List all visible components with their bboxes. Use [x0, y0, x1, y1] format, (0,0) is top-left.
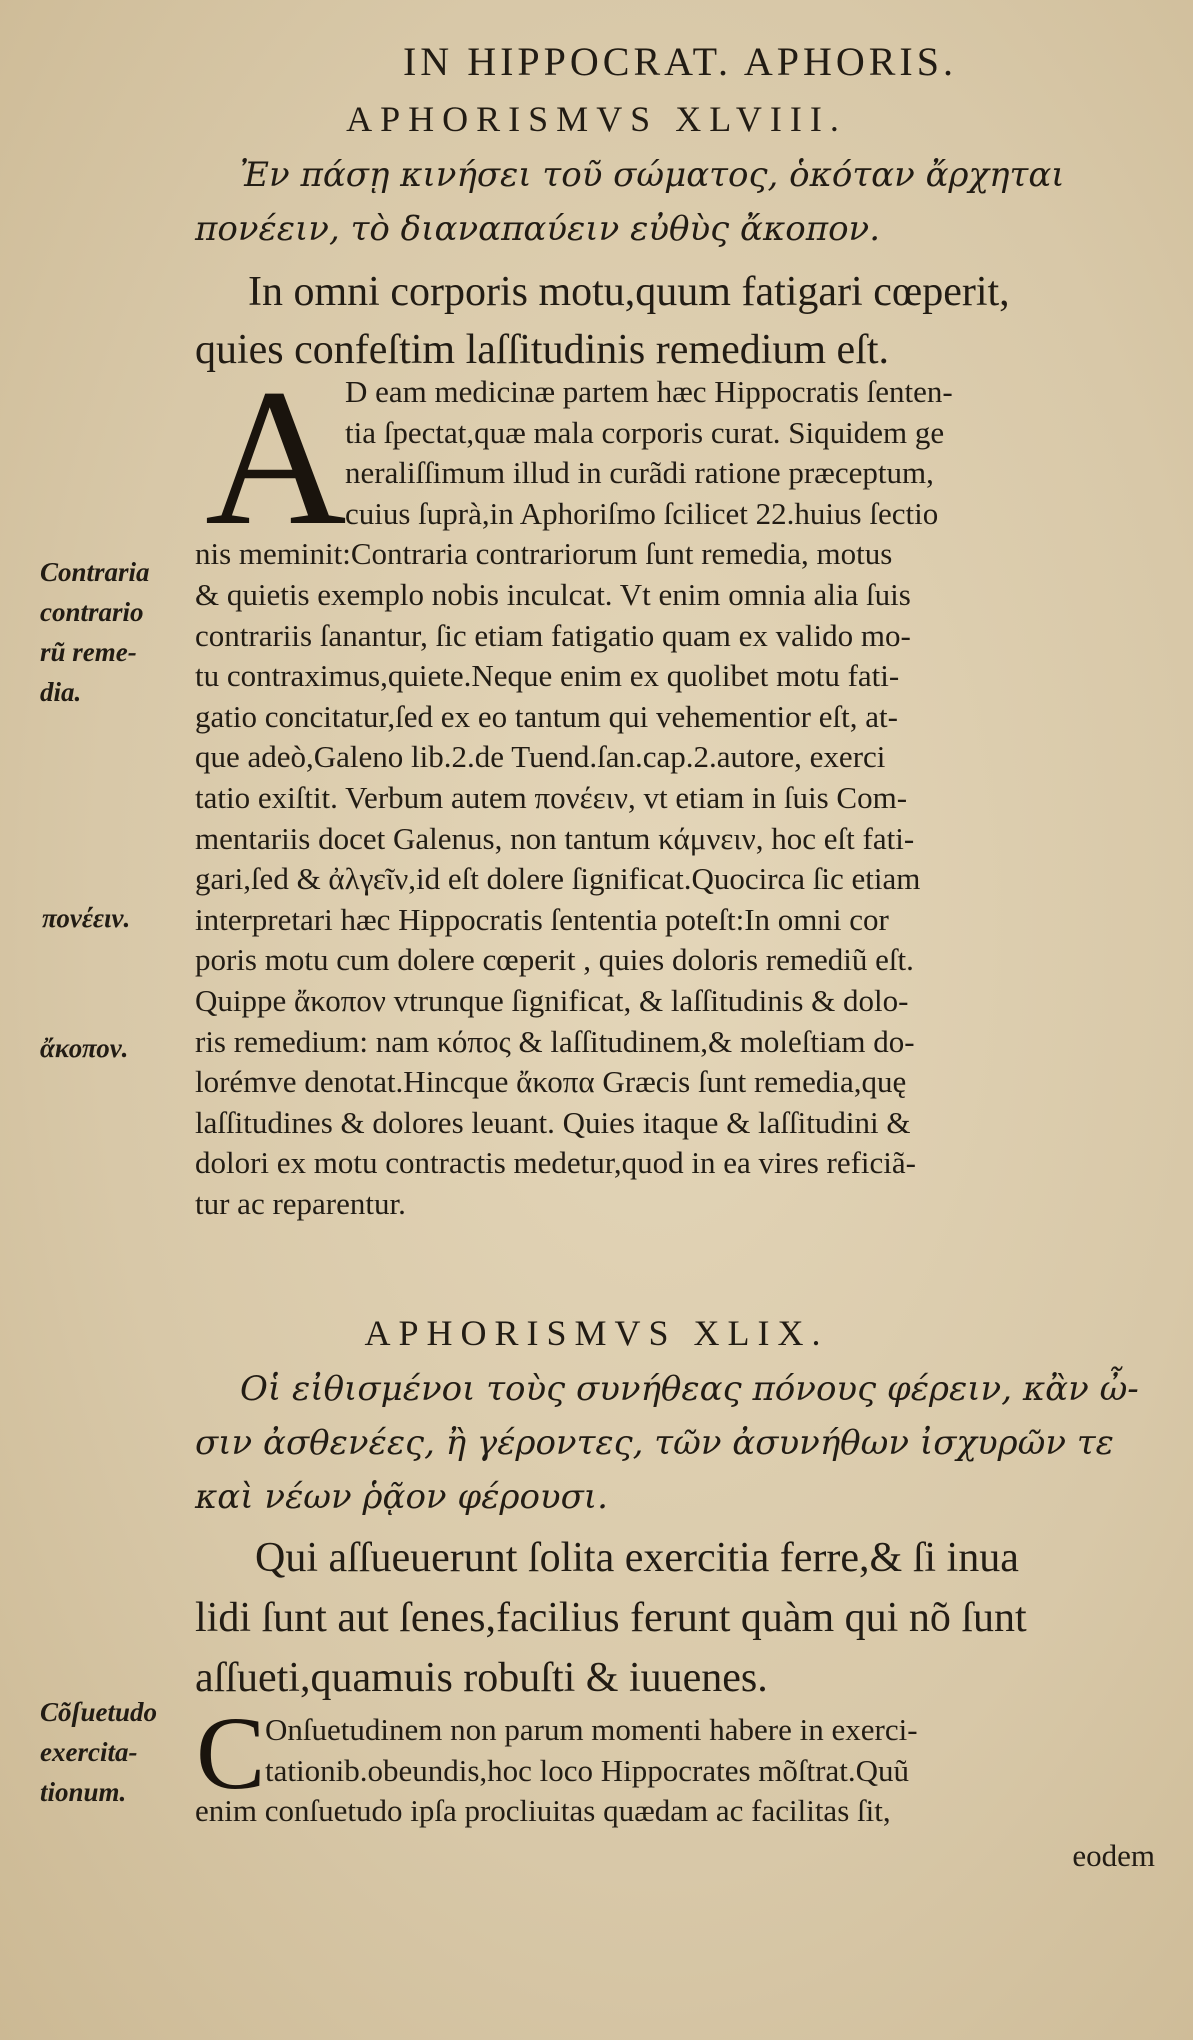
commentary-line: tia ſpectat,quæ mala corporis curat. Siquidem ge: [345, 414, 945, 450]
aphorism-49-commentary: [195, 1710, 918, 1832]
commentary-line: cuius ſuprà,in Aphoriſmo ſcilicet 22.huius ſectio: [345, 495, 939, 531]
commentary-line: tatio exiſtit. Verbum autem πονέειν, vt etiam in ſuis Com-: [195, 779, 908, 815]
margin-note-consuetudo: [40, 1692, 157, 1812]
commentary-line: mentariis docet Galenus, non tantum κάμνειν, hoc eſt fati-: [195, 820, 915, 856]
commentary-line: D eam medicinæ partem hæc Hippocratis ſenten-: [345, 374, 953, 409]
commentary-line: enim conſuetudo ipſa procliuitas quædam ac facilitas ſit,: [195, 1793, 891, 1829]
commentary-line: tationib.obeundis,hoc loco Hippocrates mõſtrat.Quũ: [265, 1752, 909, 1788]
aphorism-48-latin-line-1: In omni corporis motu,quum fatigari cœperit,: [248, 269, 1010, 315]
aphorism-48-greek-line-2: πονέειν, τὸ διαναπαύειν εὐθὺς ἄκοπον.: [195, 209, 881, 249]
aphorism-48-latin-line-2: quies confeſtim laſſitudinis remedium eſt.: [195, 327, 890, 373]
commentary-line: ris remedium: nam κόπος & laſſitudinem,& moleſtiam do-: [195, 1023, 915, 1059]
margin-note-line: tionum.: [40, 1777, 127, 1807]
commentary-line: nis meminit:Contraria contrariorum ſunt remedia, motus: [195, 536, 893, 572]
margin-note-line: Contraria: [40, 557, 150, 587]
margin-note-line: ἄκοπον.: [40, 1033, 129, 1063]
margin-note-akopon: [40, 1028, 128, 1068]
aphorism-48-title: APHORISMVS XLVIII.: [346, 99, 847, 139]
margin-note-line: contrario: [40, 597, 144, 627]
running-head: IN HIPPOCRAT. APHORIS.: [402, 39, 957, 84]
commentary-line: tu contraximus,quiete.Neque enim ex quolibet motu fati-: [195, 658, 900, 694]
margin-note-line: rũ reme-: [40, 637, 137, 667]
aphorism-49-latin-line-2: lidi ſunt aut ſenes,facilius ferunt quàm qui nõ ſunt: [195, 1595, 1027, 1641]
aphorism-49-drop-cap: C: [196, 1696, 266, 1811]
margin-note-line: dia.: [40, 677, 82, 707]
aphorism-49-latin-line-1: Qui aſſueuerunt ſolita exercitia ferre,& ſi inua: [255, 1535, 1019, 1581]
margin-note-line: exercita-: [40, 1737, 138, 1767]
commentary-line: interpretari hæc Hippocratis ſententia poteſt:In omni cor: [195, 901, 889, 937]
margin-note-contraria: [40, 552, 150, 712]
aphorism-48-drop-cap: A: [205, 349, 347, 566]
commentary-line: & quietis exemplo nobis inculcat. Vt enim omnia alia ſuis: [195, 576, 911, 612]
commentary-line: lorémve denotat.Hincque ἄκοπα Græcis ſunt remedia,quę: [195, 1064, 907, 1100]
commentary-line: que adeò,Galeno lib.2.de Tuend.ſan.cap.2.autore, exerci: [195, 739, 886, 775]
margin-note-line: Cõſuetudo: [40, 1697, 158, 1727]
aphorism-49-greek-line-2: σιν ἀσθενέες, ἢ γέροντες, τῶν ἀσυνήθων ἰσχυρῶν τε: [195, 1423, 1114, 1463]
commentary-line: Quippe ἄκοπον vtrunque ſignificat, & laſſitudinis & dolo-: [195, 982, 909, 1018]
aphorism-49-greek-line-1: Οἱ εἰθισμένοι τοὺς συνήθεας πόνους φέρειν, κἂν ὦ-: [240, 1369, 1139, 1409]
margin-note-ponein: [42, 898, 130, 938]
commentary-line: contrariis ſanantur, ſic etiam fatigatio quam ex valido mo-: [195, 617, 911, 653]
commentary-line: gatio concitatur,ſed ex eo tantum qui vehementior eſt, at-: [195, 698, 898, 734]
catchword: eodem: [1072, 1838, 1155, 1873]
margin-note-line: πονέειν.: [42, 903, 131, 933]
commentary-line: tur ac reparentur.: [195, 1185, 406, 1221]
aphorism-48-commentary: [195, 372, 953, 1224]
commentary-line: gari,ſed & ἀλγεῖν,id eſt dolere ſignificat.Quocirca ſic etiam: [195, 861, 921, 897]
aphorism-49-greek-line-3: καὶ νέων ῥᾷον φέρουσι.: [195, 1477, 608, 1517]
commentary-line: dolori ex motu contractis medetur,quod in ea vires reficiã-: [195, 1145, 916, 1181]
commentary-line: poris motu cum dolere cœperit , quies doloris remediũ eſt.: [195, 942, 914, 978]
aphorism-49-latin-line-3: aſſueti,quamuis robuſti & iuuenes.: [195, 1655, 768, 1701]
aphorism-49-title: APHORISMVS XLIX.: [364, 1313, 829, 1353]
commentary-line: Onſuetudinem non parum momenti habere in exerci-: [265, 1712, 918, 1747]
commentary-line: laſſitudines & dolores leuant. Quies itaque & laſſitudini &: [195, 1104, 911, 1140]
commentary-line: neraliſſimum illud in curãdi ratione præceptum,: [345, 455, 934, 491]
aphorism-48-greek-line-1: Ἐν πάσῃ κινήσει τοῦ σώματος, ὁκόταν ἄρχηται: [240, 155, 1065, 195]
